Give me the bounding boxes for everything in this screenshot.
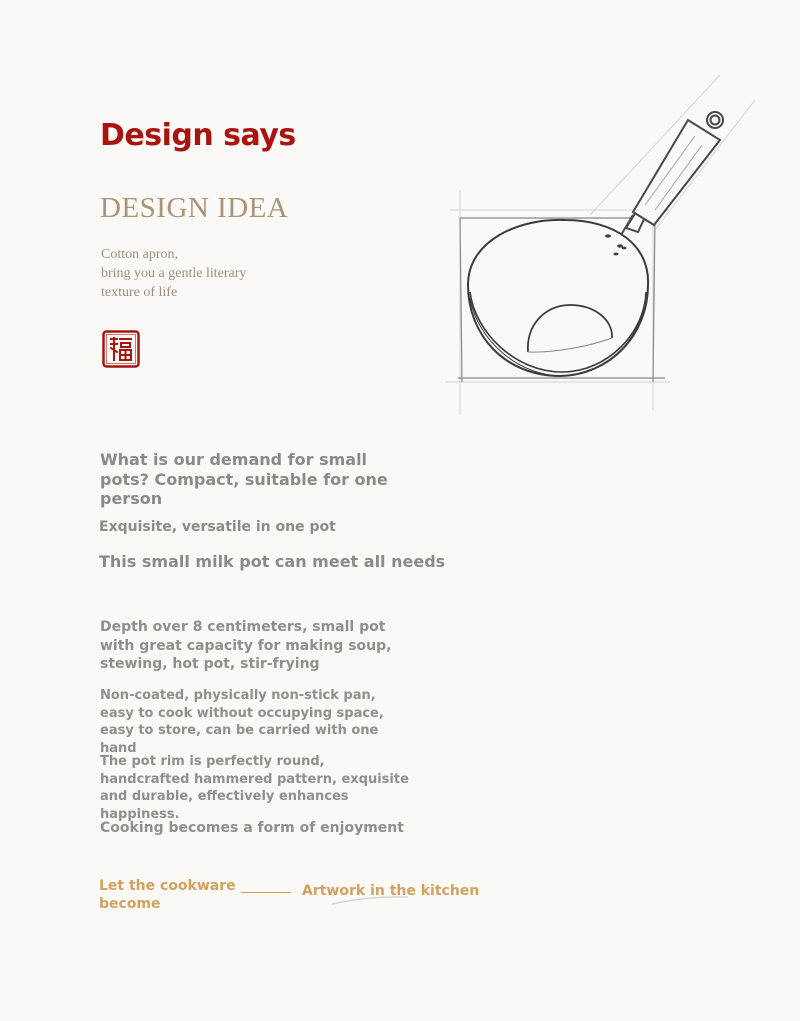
intro-line-2: This small milk pot can meet all needs xyxy=(99,552,446,571)
poem-line: Cotton apron, xyxy=(101,247,178,262)
intro-question: What is our demand for small pots? Compact, suitable for one person xyxy=(100,450,388,508)
tagline-left: Let the cookware become xyxy=(99,878,236,912)
wok-pot-sketch-icon xyxy=(440,70,770,420)
feature-rim: The pot rim is perfectly round, handcrafted hammered pattern, exquisite and durable, effectively enhances happiness. xyxy=(100,754,409,822)
section-subtitle: DESIGN IDEA xyxy=(100,192,289,224)
intro-line-1: Exquisite, versatile in one pot xyxy=(99,519,336,535)
poem-text xyxy=(101,245,321,302)
feature-enjoyment: Cooking becomes a form of enjoyment xyxy=(100,820,404,836)
feature-non-stick: Non-coated, physically non-stick pan, easy to cook without occupying space, easy to store, can be carried with one hand xyxy=(100,688,384,756)
tagline-right: Artwork in the kitchen xyxy=(302,883,480,899)
fu-seal-icon xyxy=(102,330,140,368)
tagline-divider xyxy=(241,892,291,893)
poem-line: texture of life xyxy=(101,285,178,300)
brush-swoosh-icon xyxy=(330,893,410,907)
page-title: Design says xyxy=(100,118,296,153)
poem-line: bring you a gentle literary xyxy=(101,266,247,281)
feature-depth: Depth over 8 centimeters, small pot with great capacity for making soup, stewing, hot pot, stir-frying xyxy=(100,619,392,672)
